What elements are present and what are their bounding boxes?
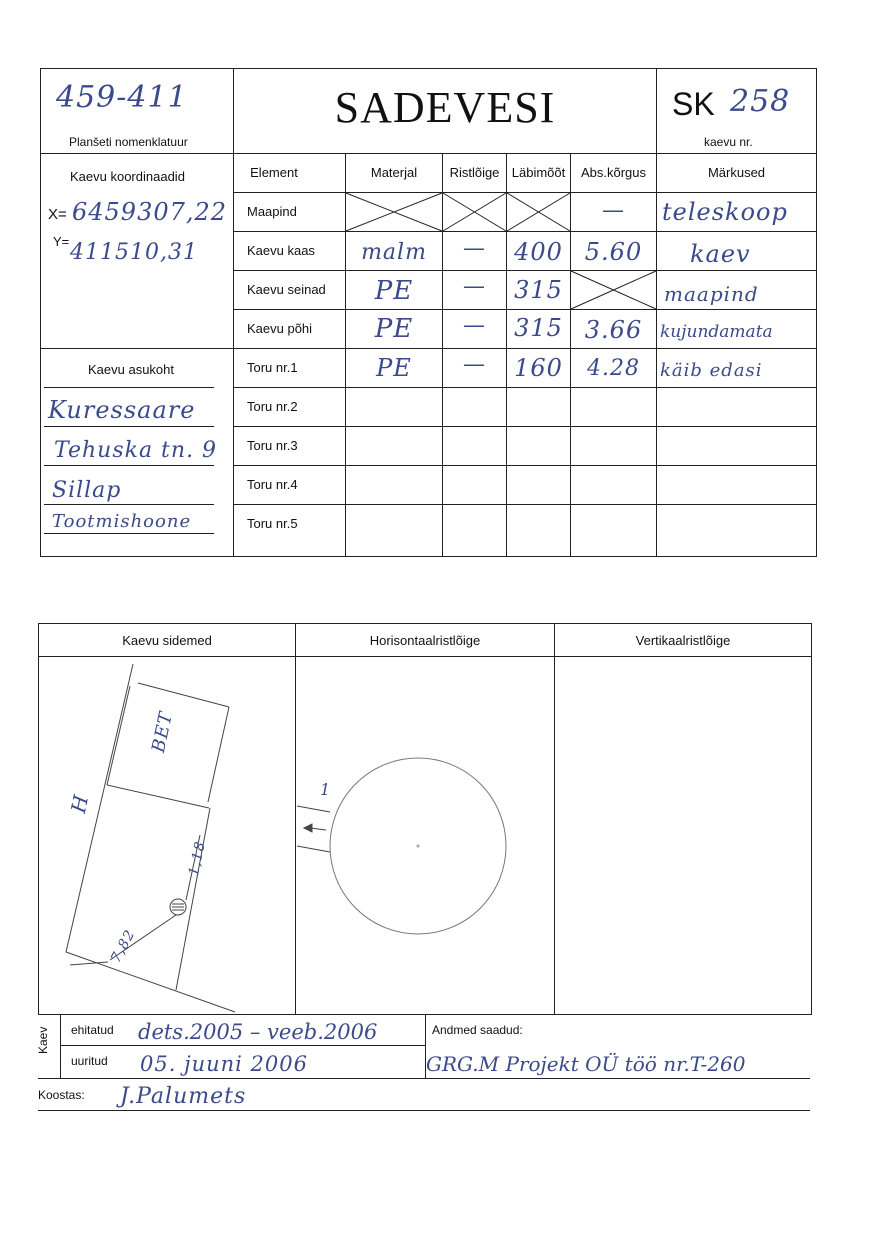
page-title: SADEVESI: [334, 83, 556, 132]
cell-abs: 3.66: [584, 316, 643, 344]
col-header-abs: Abs.kõrgus: [580, 165, 647, 180]
cell-materjal: PE: [374, 276, 414, 306]
cell-abs: —: [602, 198, 625, 223]
row-element: Toru nr.2: [247, 399, 298, 414]
sketch-label-bet: BET: [148, 709, 178, 755]
cell-labimoot: 315: [514, 314, 563, 342]
sketch-dim-1: 1,18: [186, 839, 209, 878]
cell-ristloige: —: [463, 313, 486, 338]
coord-y-prefix: Y=: [53, 234, 70, 249]
col-header-element: Element: [250, 165, 298, 180]
sketch-header-sidemed: Kaevu sidemed: [122, 633, 212, 648]
footer-ehitatud-value: dets.2005 – veeb.2006: [138, 1020, 378, 1044]
sketch-header-vertikaal: Vertikaalristlõige: [635, 633, 731, 648]
cell-materjal: PE: [374, 314, 414, 344]
footer-ehitatud-label: ehitatud: [71, 1023, 114, 1037]
cell-labimoot: 315: [514, 276, 563, 304]
cell-materjal: malm: [361, 240, 427, 265]
footer-andmed-label: Andmed saadud:: [432, 1023, 523, 1037]
cell-markused: maapind: [664, 282, 759, 306]
cell-abs: 4.28: [587, 356, 640, 381]
row-element: Toru nr.1: [247, 360, 298, 375]
coord-x-prefix: X=: [48, 206, 67, 223]
sketch-header-horisontaal: Horisontaalristlõige: [369, 633, 481, 648]
location-label: Kaevu asukoht: [88, 362, 175, 377]
row-element: Kaevu seinad: [247, 282, 326, 297]
sketch-pipe-label: 1: [320, 780, 332, 799]
location-line-2: Tehuska tn. 9: [54, 438, 218, 463]
row-element: Maapind: [247, 204, 297, 219]
cell-ristloige: —: [463, 236, 486, 261]
row-element: Toru nr.4: [247, 477, 298, 492]
sk-label: kaevu nr.: [704, 135, 753, 149]
footer-koostas-value: J.Palumets: [120, 1084, 247, 1109]
location-line-3: Sillap: [52, 478, 122, 503]
cell-ristloige: —: [463, 274, 486, 299]
cell-materjal: PE: [376, 354, 412, 382]
footer-koostas-label: Koostas:: [38, 1088, 85, 1102]
col-header-ristloige: Ristlõige: [449, 165, 500, 180]
coord-x-value: 6459307,22: [72, 198, 228, 226]
nomenclature-value: 459-411: [56, 80, 188, 115]
coords-label: Kaevu koordinaadid: [70, 169, 185, 184]
cell-markused: käib edasi: [660, 360, 763, 381]
location-line-1: Kuressaare: [48, 396, 196, 424]
sketch-dim-2: 7,82: [108, 926, 139, 966]
cell-markused: kaev: [690, 240, 751, 268]
sk-prefix: SK: [672, 86, 715, 122]
location-line-4: Tootmishoone: [52, 511, 192, 532]
nomenclature-label: Planšeti nomenklatuur: [69, 135, 188, 149]
col-header-materjal: Materjal: [370, 165, 418, 180]
row-element: Toru nr.3: [247, 438, 298, 453]
footer-uuritud-label: uuritud: [71, 1054, 108, 1068]
footer-uuritud-value: 05. juuni 2006: [140, 1052, 308, 1076]
col-header-labimoot: Läbimõõt: [511, 165, 566, 180]
cell-markused: kujundamata: [660, 322, 773, 342]
footer-andmed-value: GRG.M Projekt OÜ töö nr.T-260: [426, 1052, 746, 1076]
row-element: Kaevu põhi: [247, 321, 313, 336]
cell-labimoot: 160: [514, 354, 563, 382]
sk-value: 258: [730, 84, 791, 119]
cell-labimoot: 400: [514, 238, 563, 266]
col-header-markused: Märkused: [707, 165, 766, 180]
coord-y-value: 411510,31: [70, 240, 198, 265]
cell-abs: 5.60: [584, 238, 643, 266]
cell-markused: teleskoop: [662, 198, 788, 226]
row-element: Toru nr.5: [247, 516, 298, 531]
sketch-label-h: H: [66, 791, 94, 815]
footer-kaev-label: Kaev: [36, 1026, 50, 1054]
row-element: Kaevu kaas: [247, 243, 315, 258]
cell-ristloige: —: [463, 352, 486, 377]
